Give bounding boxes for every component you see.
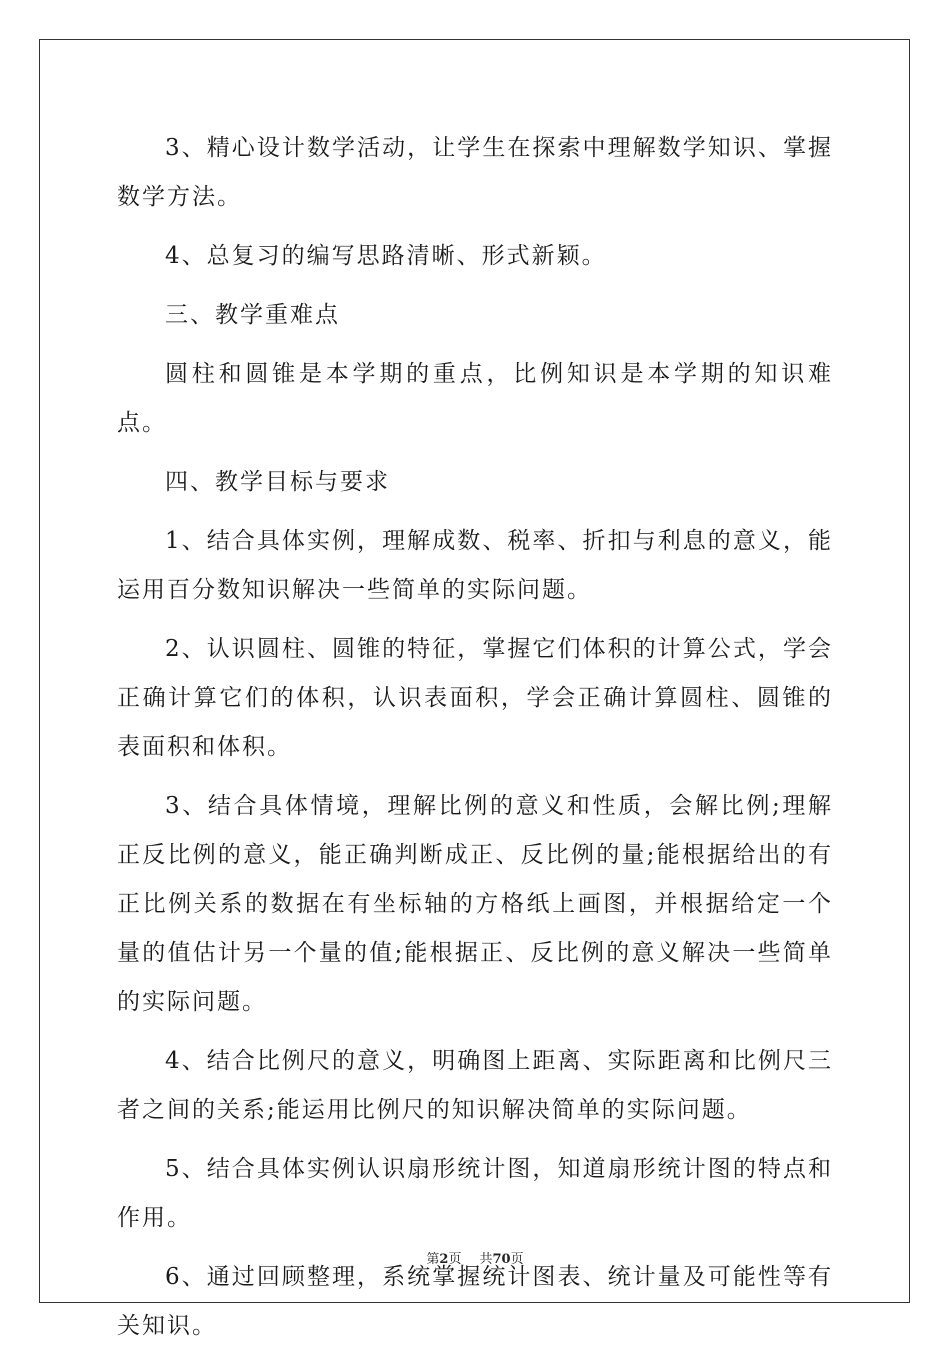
page-number: 2 bbox=[439, 1252, 449, 1267]
total-prefix: 共 bbox=[479, 1252, 493, 1267]
goal-item-2: 2、认识圆柱、圆锥的特征，掌握它们体积的计算公式，学会正确计算它们的体积，认识表面积，学会正确计算圆柱、圆锥的表面积和体积。 bbox=[117, 636, 833, 760]
goal-item-6: 6、通过回顾整理，系统掌握统计图表、统计量及可能性等有关知识。 bbox=[117, 1264, 833, 1339]
total-pages: 70 bbox=[492, 1252, 511, 1267]
section-heading-key-points: 三、教学重难点 bbox=[165, 302, 340, 328]
total-suffix: 页 bbox=[510, 1252, 524, 1267]
page-footer bbox=[0, 1248, 950, 1267]
paragraph-item-4-review: 4、总复习的编写思路清晰、形式新颖。 bbox=[165, 243, 607, 269]
section-heading-goals: 四、教学目标与要求 bbox=[165, 469, 390, 495]
goal-item-3: 3、结合具体情境，理解比例的意义和性质，会解比例;理解正反比例的意义，能正确判断成正、反比例的量;能根据给出的有正比例关系的数据在有坐标轴的方格纸上画图，并根据给定一个量的值估计另一个量的值;能根据正、反比例的意义解决一些简单的实际问题。 bbox=[117, 793, 833, 1015]
goal-item-1: 1、结合具体实例，理解成数、税率、折扣与利息的意义，能运用百分数知识解决一些简单的实际问题。 bbox=[117, 528, 833, 603]
goal-item-5: 5、结合具体实例认识扇形统计图，知道扇形统计图的特点和作用。 bbox=[117, 1156, 833, 1231]
paragraph-key-points: 圆柱和圆锥是本学期的重点，比例知识是本学期的知识难点。 bbox=[117, 361, 833, 436]
goal-item-4: 4、结合比例尺的意义，明确图上距离、实际距离和比例尺三者之间的关系;能运用比例尺的知识解决简单的实际问题。 bbox=[117, 1048, 833, 1123]
document-body bbox=[117, 124, 833, 1361]
page-prefix: 第 bbox=[426, 1252, 440, 1267]
page-suffix: 页 bbox=[448, 1252, 462, 1267]
paragraph-item-3-activities: 3、精心设计数学活动，让学生在探索中理解数学知识、掌握数学方法。 bbox=[117, 135, 833, 210]
